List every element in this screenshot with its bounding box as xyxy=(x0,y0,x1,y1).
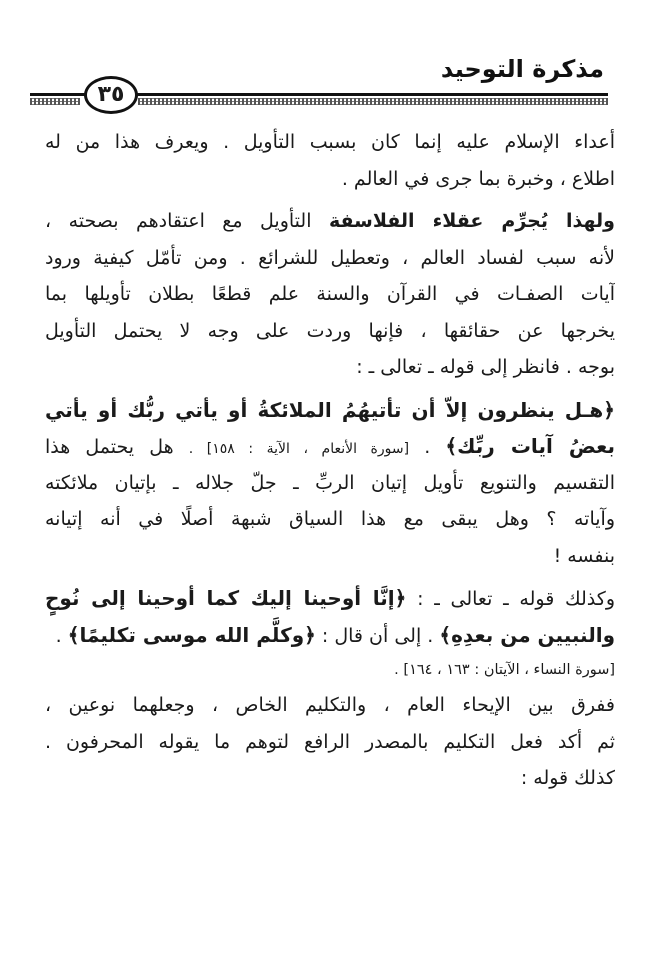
text-line: اطلاع ، وخبرة بما جرى في العالم . xyxy=(341,167,615,190)
text-line: التقسيم والتنويع تأويل إتيان الربِّ ـ جلّ جلاله ـ بإتيان ملائكته xyxy=(45,471,615,494)
quran-verse: بعضُ آيات ربِّك﴾ xyxy=(445,434,615,458)
text-run: التأويل مع اعتقادهم بصحته ، xyxy=(45,210,329,232)
text-line xyxy=(45,617,615,654)
quran-verse-line: ﴿هـل ينظرون إلاّ أن تأتيهُمُ الملائكةُ أو يأتي ربُّك أو يأتي xyxy=(45,397,615,422)
quran-verse: والنبيين من بعدِهِ﴾ xyxy=(439,622,615,647)
header-ornament-right xyxy=(138,98,608,105)
running-title: مذكرة التوحيد xyxy=(440,55,604,83)
text-line: ففرق بين الإيحاء العام ، والتكليم الخاص ، وجعلهما نوعين ، xyxy=(45,694,615,716)
text-line xyxy=(45,203,615,240)
body-text xyxy=(45,124,615,797)
header-ornament-left xyxy=(30,98,80,105)
text-line: لأنه سبب لفساد العالم ، وتعطيل للشرائع . ومن تأمّل كيفية ورود xyxy=(45,246,615,269)
page-number: ٣٥ xyxy=(84,76,138,114)
text-line: أعداء الإسلام عليه إنما كان بسبب التأويل . ويعرف هذا من له xyxy=(45,131,615,153)
page-header xyxy=(30,46,608,118)
text-run: هل يحتمل هذا xyxy=(45,436,189,458)
text-line xyxy=(45,428,615,465)
emphasis: ولهذا يُجرِّم عقلاء الفلاسفة xyxy=(328,210,615,232)
quran-verse: ﴿إنَّا أوحينا إليك كما أوحينا إلى نُوحٍ xyxy=(45,586,407,610)
text-line: بنفسه ! xyxy=(553,544,615,567)
text-line: وآياته ؟ وهل يبقى مع هذا السياق شبهة أصلًا في أنه إتيانه xyxy=(45,508,615,530)
text-run: . xyxy=(55,624,68,647)
text-line: ثم أكد فعل التكليم بالمصدر الرافع لتوهم ما يقوله المحرفون . xyxy=(45,730,615,753)
text-line: بوجه . فانظر إلى قوله ـ تعالى ـ : xyxy=(356,356,615,378)
quran-verse: ﴿وكلَّم الله موسى تكليمًا﴾ xyxy=(67,622,316,647)
text-line: كذلك قوله : xyxy=(520,767,615,789)
text-line xyxy=(45,580,615,617)
text-line: يخرجها عن حقائقها ، فإنها وردت على وجه لا يحتمل التأويل xyxy=(45,319,615,342)
verse-reference: [سورة النساء ، الآيتان : ١٦٣ ، ١٦٤] . xyxy=(394,662,615,678)
text-run: . xyxy=(409,436,446,458)
text-run: . إلى أن قال : xyxy=(315,624,440,647)
verse-reference: [سورة الأنعام ، الآية : ١٥٨] . xyxy=(188,441,410,457)
text-line: آيات الصفـات في القرآن والسنة علم قطعًا بطلان تأويلها بما xyxy=(45,283,615,305)
text-run: وكذلك قوله ـ تعالى ـ : xyxy=(406,588,615,610)
